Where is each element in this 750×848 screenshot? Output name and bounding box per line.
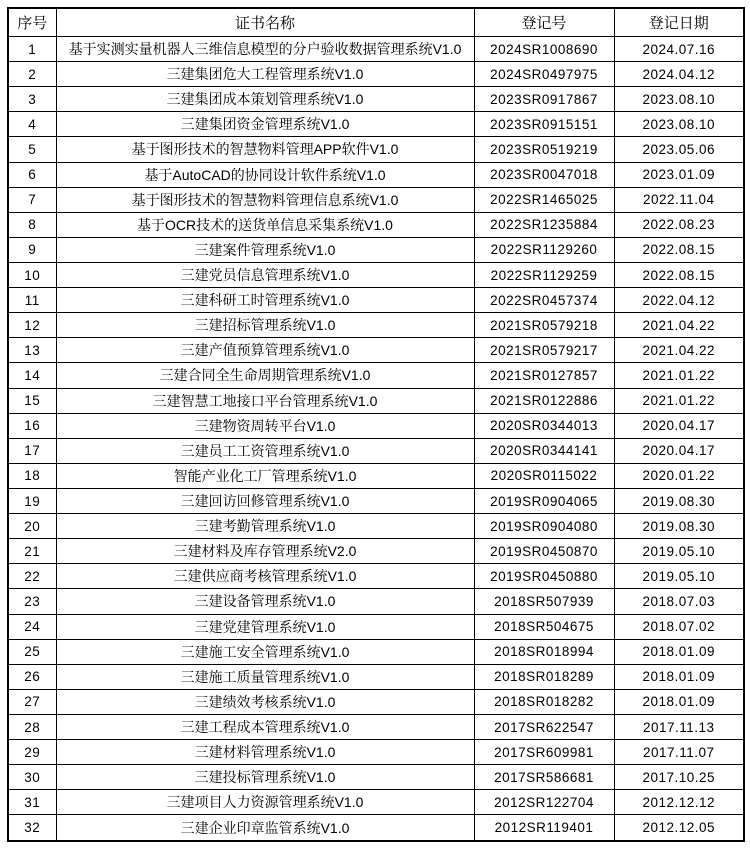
cell-certificate-name: 三建项目人力资源管理系统V1.0	[56, 790, 474, 815]
cell-certificate-name: 三建集团危大工程管理系统V1.0	[56, 62, 474, 87]
table-row	[8, 62, 744, 87]
cell-registration-date: 2012.12.05	[614, 815, 744, 841]
cell-registration-date: 2024.04.12	[614, 62, 744, 87]
cell-index: 25	[8, 639, 56, 664]
certificate-table	[7, 7, 745, 842]
cell-certificate-name: 三建合同全生命周期管理系统V1.0	[56, 363, 474, 388]
cell-registration-date: 2019.05.10	[614, 539, 744, 564]
cell-index: 13	[8, 338, 56, 363]
cell-certificate-name: 三建集团成本策划管理系统V1.0	[56, 87, 474, 112]
cell-registration-number: 2019SR0904080	[474, 514, 614, 539]
cell-registration-number: 2018SR018994	[474, 639, 614, 664]
table-row	[8, 689, 744, 714]
cell-registration-number: 2022SR0457374	[474, 288, 614, 313]
cell-registration-date: 2021.04.22	[614, 313, 744, 338]
cell-registration-number: 2024SR1008690	[474, 37, 614, 62]
cell-certificate-name: 三建案件管理系统V1.0	[56, 237, 474, 262]
cell-index: 1	[8, 37, 56, 62]
cell-registration-date: 2022.11.04	[614, 187, 744, 212]
cell-registration-number: 2018SR507939	[474, 589, 614, 614]
cell-registration-date: 2022.08.15	[614, 237, 744, 262]
cell-certificate-name: 基于图形技术的智慧物料管理APP软件V1.0	[56, 137, 474, 162]
table-row	[8, 112, 744, 137]
cell-registration-number: 2019SR0904065	[474, 488, 614, 513]
cell-certificate-name: 三建材料管理系统V1.0	[56, 740, 474, 765]
cell-registration-date: 2021.01.22	[614, 363, 744, 388]
cell-registration-number: 2017SR609981	[474, 740, 614, 765]
cell-certificate-name: 三建党员信息管理系统V1.0	[56, 262, 474, 287]
cell-index: 10	[8, 262, 56, 287]
cell-index: 16	[8, 413, 56, 438]
cell-registration-number: 2023SR0519219	[474, 137, 614, 162]
cell-registration-number: 2021SR0127857	[474, 363, 614, 388]
cell-index: 2	[8, 62, 56, 87]
cell-registration-date: 2020.01.22	[614, 463, 744, 488]
cell-registration-number: 2023SR0047018	[474, 162, 614, 187]
cell-certificate-name: 三建科研工时管理系统V1.0	[56, 288, 474, 313]
cell-registration-date: 2019.05.10	[614, 564, 744, 589]
table-row	[8, 589, 744, 614]
table-row	[8, 790, 744, 815]
cell-registration-date: 2020.04.17	[614, 413, 744, 438]
cell-registration-date: 2019.08.30	[614, 514, 744, 539]
cell-index: 26	[8, 664, 56, 689]
table-body	[8, 37, 744, 842]
cell-registration-number: 2022SR1465025	[474, 187, 614, 212]
cell-index: 3	[8, 87, 56, 112]
cell-certificate-name: 三建绩效考核系统V1.0	[56, 689, 474, 714]
cell-registration-date: 2021.04.22	[614, 338, 744, 363]
cell-index: 22	[8, 564, 56, 589]
table-row	[8, 639, 744, 664]
col-header-registration-number: 登记号	[474, 8, 614, 37]
cell-registration-date: 2018.07.02	[614, 614, 744, 639]
cell-index: 32	[8, 815, 56, 841]
table-row	[8, 87, 744, 112]
cell-certificate-name: 三建设备管理系统V1.0	[56, 589, 474, 614]
cell-registration-date: 2017.10.25	[614, 765, 744, 790]
table-row	[8, 564, 744, 589]
cell-index: 21	[8, 539, 56, 564]
cell-registration-number: 2017SR622547	[474, 714, 614, 739]
cell-registration-date: 2018.07.03	[614, 589, 744, 614]
cell-registration-date: 2017.11.07	[614, 740, 744, 765]
cell-certificate-name: 基于图形技术的智慧物料管理信息系统V1.0	[56, 187, 474, 212]
cell-registration-date: 2018.01.09	[614, 689, 744, 714]
table-row	[8, 187, 744, 212]
cell-registration-number: 2019SR0450880	[474, 564, 614, 589]
cell-registration-number: 2021SR0122886	[474, 388, 614, 413]
cell-index: 31	[8, 790, 56, 815]
cell-certificate-name: 基于OCR技术的送货单信息采集系统V1.0	[56, 212, 474, 237]
cell-index: 28	[8, 714, 56, 739]
cell-index: 14	[8, 363, 56, 388]
table-row	[8, 137, 744, 162]
cell-registration-date: 2023.05.06	[614, 137, 744, 162]
cell-index: 12	[8, 313, 56, 338]
cell-certificate-name: 三建材料及库存管理系统V2.0	[56, 539, 474, 564]
table-row	[8, 614, 744, 639]
cell-certificate-name: 三建施工质量管理系统V1.0	[56, 664, 474, 689]
cell-index: 30	[8, 765, 56, 790]
cell-index: 6	[8, 162, 56, 187]
cell-registration-date: 2012.12.12	[614, 790, 744, 815]
table-row	[8, 262, 744, 287]
cell-index: 11	[8, 288, 56, 313]
cell-registration-number: 2012SR122704	[474, 790, 614, 815]
cell-index: 17	[8, 438, 56, 463]
cell-registration-number: 2023SR0915151	[474, 112, 614, 137]
cell-certificate-name: 三建党建管理系统V1.0	[56, 614, 474, 639]
table-row	[8, 815, 744, 841]
cell-index: 29	[8, 740, 56, 765]
table-row	[8, 514, 744, 539]
cell-registration-date: 2018.01.09	[614, 664, 744, 689]
cell-registration-number: 2020SR0115022	[474, 463, 614, 488]
cell-index: 8	[8, 212, 56, 237]
table-row	[8, 363, 744, 388]
cell-registration-date: 2019.08.30	[614, 488, 744, 513]
cell-registration-number: 2020SR0344013	[474, 413, 614, 438]
cell-registration-number: 2017SR586681	[474, 765, 614, 790]
table-row	[8, 413, 744, 438]
cell-certificate-name: 智能产业化工厂管理系统V1.0	[56, 463, 474, 488]
table-row	[8, 338, 744, 363]
cell-registration-date: 2023.08.10	[614, 87, 744, 112]
cell-registration-date: 2023.01.09	[614, 162, 744, 187]
cell-registration-number: 2018SR018282	[474, 689, 614, 714]
cell-registration-number: 2012SR119401	[474, 815, 614, 841]
cell-index: 24	[8, 614, 56, 639]
cell-index: 5	[8, 137, 56, 162]
cell-index: 4	[8, 112, 56, 137]
table-row	[8, 740, 744, 765]
cell-certificate-name: 三建招标管理系统V1.0	[56, 313, 474, 338]
cell-certificate-name: 三建回访回修管理系统V1.0	[56, 488, 474, 513]
cell-registration-number: 2023SR0917867	[474, 87, 614, 112]
cell-certificate-name: 三建企业印章监管系统V1.0	[56, 815, 474, 841]
table-row	[8, 162, 744, 187]
cell-certificate-name: 三建集团资金管理系统V1.0	[56, 112, 474, 137]
table-row	[8, 714, 744, 739]
cell-registration-date: 2024.07.16	[614, 37, 744, 62]
cell-registration-date: 2023.08.10	[614, 112, 744, 137]
cell-registration-date: 2018.01.09	[614, 639, 744, 664]
cell-index: 15	[8, 388, 56, 413]
cell-registration-number: 2022SR1235884	[474, 212, 614, 237]
table-row	[8, 664, 744, 689]
cell-registration-number: 2022SR1129260	[474, 237, 614, 262]
table-row	[8, 539, 744, 564]
cell-certificate-name: 三建工程成本管理系统V1.0	[56, 714, 474, 739]
cell-certificate-name: 基于实测实量机器人三维信息模型的分户验收数据管理系统V1.0	[56, 37, 474, 62]
table-row	[8, 212, 744, 237]
cell-index: 18	[8, 463, 56, 488]
cell-registration-date: 2022.08.23	[614, 212, 744, 237]
col-header-index: 序号	[8, 8, 56, 37]
cell-registration-number: 2018SR018289	[474, 664, 614, 689]
header-row	[8, 8, 744, 37]
cell-registration-date: 2017.11.13	[614, 714, 744, 739]
cell-registration-number: 2021SR0579217	[474, 338, 614, 363]
cell-registration-date: 2022.04.12	[614, 288, 744, 313]
cell-registration-number: 2022SR1129259	[474, 262, 614, 287]
table-row	[8, 463, 744, 488]
cell-certificate-name: 三建施工安全管理系统V1.0	[56, 639, 474, 664]
cell-certificate-name: 三建考勤管理系统V1.0	[56, 514, 474, 539]
col-header-certificate-name: 证书名称	[56, 8, 474, 37]
cell-certificate-name: 基于AutoCAD的协同设计软件系统V1.0	[56, 162, 474, 187]
cell-registration-number: 2020SR0344141	[474, 438, 614, 463]
table-row	[8, 388, 744, 413]
table-row	[8, 488, 744, 513]
cell-index: 7	[8, 187, 56, 212]
cell-certificate-name: 三建供应商考核管理系统V1.0	[56, 564, 474, 589]
table-row	[8, 237, 744, 262]
cell-index: 23	[8, 589, 56, 614]
cell-certificate-name: 三建物资周转平台V1.0	[56, 413, 474, 438]
cell-registration-number: 2019SR0450870	[474, 539, 614, 564]
cell-registration-number: 2021SR0579218	[474, 313, 614, 338]
cell-registration-number: 2024SR0497975	[474, 62, 614, 87]
cell-registration-date: 2022.08.15	[614, 262, 744, 287]
table-row	[8, 288, 744, 313]
cell-index: 19	[8, 488, 56, 513]
table-row	[8, 438, 744, 463]
cell-certificate-name: 三建产值预算管理系统V1.0	[56, 338, 474, 363]
cell-index: 9	[8, 237, 56, 262]
cell-index: 20	[8, 514, 56, 539]
col-header-registration-date: 登记日期	[614, 8, 744, 37]
cell-registration-date: 2021.01.22	[614, 388, 744, 413]
cell-certificate-name: 三建智慧工地接口平台管理系统V1.0	[56, 388, 474, 413]
cell-registration-number: 2018SR504675	[474, 614, 614, 639]
table-row	[8, 765, 744, 790]
cell-certificate-name: 三建员工工资管理系统V1.0	[56, 438, 474, 463]
cell-index: 27	[8, 689, 56, 714]
table-row	[8, 313, 744, 338]
cell-registration-date: 2020.04.17	[614, 438, 744, 463]
cell-certificate-name: 三建投标管理系统V1.0	[56, 765, 474, 790]
table-row	[8, 37, 744, 62]
